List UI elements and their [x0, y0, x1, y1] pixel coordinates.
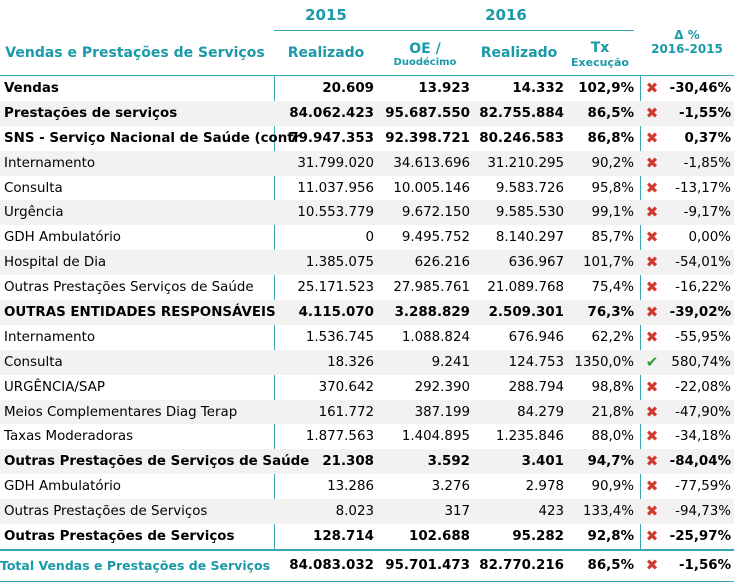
cell-delta: -54,01%	[675, 255, 731, 271]
total-oe: 95.701.473	[385, 558, 470, 574]
cell-oe: 9.495.752	[401, 230, 470, 246]
cell-oe: 9.241	[431, 354, 470, 370]
cell-realizado-2016: 21.089.768	[487, 280, 564, 296]
row-label: Urgência	[4, 205, 64, 221]
col-oe-sublabel: Duodécimo	[393, 56, 457, 68]
cell-status	[641, 474, 663, 499]
total-status	[641, 551, 663, 581]
cell-oe: 34.613.696	[393, 155, 470, 171]
cell-realizado-2015: 25.171.523	[297, 280, 374, 296]
row-label: Taxas Moderadoras	[4, 429, 134, 445]
cell-oe: 13.923	[418, 80, 470, 96]
cell-delta: -34,18%	[675, 429, 731, 445]
cell-realizado-2016: 84.279	[517, 404, 564, 420]
cell-realizado-2016: 9.583.726	[495, 180, 564, 196]
cell-realizado-2016: 676.946	[508, 329, 564, 345]
cell-oe: 95.687.550	[385, 105, 470, 121]
cell-oe: 387.199	[414, 404, 470, 420]
cell-status	[641, 524, 663, 549]
x-icon: ✖	[645, 402, 659, 421]
total-label: Total Vendas e Prestações de Serviços	[0, 558, 271, 574]
cell-realizado-2015: 1.385.075	[305, 255, 374, 271]
col-delta-sublabel: 2016-2015	[651, 42, 723, 56]
table-body	[0, 76, 734, 549]
cell-realizado-2016: 82.755.884	[479, 105, 564, 121]
cell-tx: 88,0%	[591, 429, 634, 445]
cell-oe: 102.688	[409, 528, 470, 544]
x-icon: ✖	[645, 178, 659, 197]
cell-delta: -1,55%	[678, 105, 731, 121]
cell-realizado-2015: 21.308	[322, 454, 374, 470]
cell-realizado-2016: 80.246.583	[479, 130, 564, 146]
cell-oe: 292.390	[414, 379, 470, 395]
cell-tx: 86,8%	[587, 130, 634, 146]
cell-delta: -1,85%	[683, 155, 731, 171]
x-icon: ✖	[645, 427, 659, 446]
cell-realizado-2015: 20.609	[322, 80, 374, 96]
cell-tx: 75,4%	[591, 280, 634, 296]
cell-delta: -55,95%	[675, 329, 731, 345]
x-icon: ✖	[645, 128, 659, 147]
table-row	[0, 176, 734, 201]
cell-realizado-2015: 79.947.353	[289, 130, 374, 146]
cell-status	[641, 101, 663, 126]
cell-status	[641, 176, 663, 201]
cell-delta: -13,17%	[675, 180, 731, 196]
col-tx	[566, 34, 634, 74]
row-label: Meios Complementares Diag Terap	[4, 404, 238, 420]
cell-tx: 101,7%	[582, 255, 634, 271]
table-row	[0, 126, 734, 151]
cell-status	[641, 126, 663, 151]
cell-realizado-2016: 423	[538, 504, 564, 520]
cell-status	[641, 350, 663, 375]
year-2015-header: 2015	[305, 6, 347, 24]
cell-status	[641, 375, 663, 400]
total-delta: -1,56%	[678, 558, 731, 574]
cell-tx: 102,9%	[578, 80, 634, 96]
x-icon: ✖	[645, 278, 659, 297]
x-icon: ✖	[645, 302, 659, 321]
cell-realizado-2015: 161.772	[318, 404, 374, 420]
row-label: Outras Prestações de Serviços de Saúde	[4, 454, 310, 470]
cell-oe: 3.288.829	[394, 304, 470, 320]
cell-status	[641, 424, 663, 449]
table-row	[0, 325, 734, 350]
x-icon: ✖	[645, 103, 659, 122]
x-icon: ✖	[645, 253, 659, 272]
check-icon: ✔	[645, 352, 659, 371]
cell-realizado-2015: 1.536.745	[305, 329, 374, 345]
cell-tx: 21,8%	[591, 404, 634, 420]
col-realizado-2016: Realizado	[480, 45, 558, 61]
cell-realizado-2015: 128.714	[313, 528, 374, 544]
cell-delta: -16,22%	[675, 280, 731, 296]
table-header	[0, 0, 734, 76]
cell-realizado-2015: 10.553.779	[297, 205, 374, 221]
cell-delta: -77,59%	[675, 479, 731, 495]
row-label: GDH Ambulatório	[4, 230, 121, 246]
table-row	[0, 76, 734, 101]
cell-oe: 9.672.150	[401, 205, 470, 221]
cell-status	[641, 300, 663, 325]
cell-realizado-2016: 124.753	[508, 354, 564, 370]
cell-tx: 86,5%	[587, 105, 634, 121]
row-label: URGÊNCIA/SAP	[4, 379, 105, 395]
x-icon: ✖	[645, 78, 659, 97]
table-row	[0, 449, 734, 474]
cell-status	[641, 449, 663, 474]
table-title: Vendas e Prestações de Serviços	[5, 45, 265, 61]
cell-status	[641, 275, 663, 300]
row-label: Consulta	[4, 180, 63, 196]
x-icon: ✖	[645, 203, 659, 222]
cell-realizado-2016: 3.401	[521, 454, 564, 470]
row-label: Internamento	[4, 329, 96, 345]
cell-tx: 92,8%	[587, 528, 634, 544]
cell-realizado-2015: 4.115.070	[298, 304, 374, 320]
cell-tx: 99,1%	[591, 205, 634, 221]
cell-status	[641, 400, 663, 425]
table-row	[0, 375, 734, 400]
cell-tx: 94,7%	[587, 454, 634, 470]
row-label: Vendas	[4, 80, 59, 96]
cell-delta: 0,37%	[684, 130, 731, 146]
cell-delta: -22,08%	[675, 379, 731, 395]
cell-tx: 133,4%	[582, 504, 634, 520]
total-r2016: 82.770.216	[479, 558, 564, 574]
cell-oe: 1.404.895	[401, 429, 470, 445]
cell-realizado-2015: 18.326	[327, 354, 374, 370]
table-row	[0, 101, 734, 126]
cell-status	[641, 325, 663, 350]
cell-status	[641, 250, 663, 275]
total-r2015: 84.083.032	[289, 558, 374, 574]
cell-realizado-2016: 1.235.846	[495, 429, 564, 445]
x-icon: ✖	[645, 477, 659, 496]
col-tx-sublabel: Execução	[571, 55, 629, 69]
cell-tx: 95,8%	[591, 180, 634, 196]
cell-oe: 3.276	[431, 479, 470, 495]
row-label: OUTRAS ENTIDADES RESPONSÁVEIS	[4, 304, 276, 320]
cell-realizado-2015: 11.037.956	[297, 180, 374, 196]
cell-status	[641, 499, 663, 524]
cell-realizado-2016: 95.282	[512, 528, 564, 544]
cell-realizado-2015: 84.062.423	[289, 105, 374, 121]
table-row	[0, 200, 734, 225]
total-tx: 86,5%	[587, 558, 634, 574]
x-icon: ✖	[645, 327, 659, 346]
cell-tx: 76,3%	[587, 304, 634, 320]
cell-realizado-2015: 31.799.020	[297, 155, 374, 171]
x-icon: ✖	[645, 153, 659, 172]
cell-status	[641, 76, 663, 101]
cell-realizado-2015: 370.642	[318, 379, 374, 395]
cell-status	[641, 225, 663, 250]
cell-oe: 10.005.146	[393, 180, 470, 196]
year-2016-header: 2016	[485, 6, 527, 24]
cell-realizado-2016: 14.332	[512, 80, 564, 96]
cell-realizado-2016: 2.509.301	[488, 304, 564, 320]
row-label: Hospital de Dia	[4, 255, 107, 271]
table-row	[0, 250, 734, 275]
cell-realizado-2016: 8.140.297	[495, 230, 564, 246]
cell-realizado-2015: 13.286	[327, 479, 374, 495]
cell-tx: 98,8%	[591, 379, 634, 395]
cell-oe: 626.216	[414, 255, 470, 271]
row-label: Outras Prestações de Serviços	[4, 528, 235, 544]
row-label: GDH Ambulatório	[4, 479, 121, 495]
cell-delta: -84,04%	[669, 454, 731, 470]
table-row	[0, 151, 734, 176]
cell-realizado-2015: 1.877.563	[305, 429, 374, 445]
row-label: Outras Prestações Serviços de Saúde	[4, 280, 254, 296]
col-oe-label: OE /	[409, 40, 441, 57]
row-label: SNS - Serviço Nacional de Saúde (contr	[4, 130, 301, 146]
cell-delta: -47,90%	[675, 404, 731, 420]
row-label: Consulta	[4, 354, 63, 370]
cell-realizado-2015: 0	[365, 230, 374, 246]
x-icon: ✖	[645, 228, 659, 247]
cell-delta: -25,97%	[669, 528, 731, 544]
cell-tx: 90,2%	[591, 155, 634, 171]
cell-oe: 1.088.824	[401, 329, 470, 345]
x-icon: ✖	[645, 452, 659, 471]
total-row	[0, 551, 734, 581]
cell-tx: 62,2%	[591, 329, 634, 345]
cell-oe: 27.985.761	[393, 280, 470, 296]
x-icon: ✖	[645, 556, 659, 575]
col-tx-label: Tx	[590, 39, 610, 56]
x-icon: ✖	[645, 502, 659, 521]
cell-status	[641, 151, 663, 176]
col-oe	[378, 34, 472, 74]
col-realizado-2015: Realizado	[287, 45, 365, 61]
col-delta-label: Δ %	[674, 28, 700, 42]
table-row	[0, 400, 734, 425]
row-label: Outras Prestações de Serviços	[4, 504, 208, 520]
cell-delta: 580,74%	[671, 354, 731, 370]
cell-delta: -9,17%	[683, 205, 731, 221]
table-row	[0, 225, 734, 250]
cell-tx: 85,7%	[591, 230, 634, 246]
cell-realizado-2016: 2.978	[525, 479, 564, 495]
cell-delta: 0,00%	[688, 230, 731, 246]
cell-realizado-2016: 288.794	[508, 379, 564, 395]
table-row	[0, 474, 734, 499]
cell-realizado-2016: 31.210.295	[487, 155, 564, 171]
cell-oe: 317	[444, 504, 470, 520]
cell-delta: -94,73%	[675, 504, 731, 520]
cell-status	[641, 200, 663, 225]
row-label: Internamento	[4, 155, 96, 171]
table-row	[0, 350, 734, 375]
cell-realizado-2016: 9.585.530	[495, 205, 564, 221]
table-row	[0, 499, 734, 524]
table-row	[0, 275, 734, 300]
cell-realizado-2015: 8.023	[335, 504, 374, 520]
x-icon: ✖	[645, 377, 659, 396]
cell-realizado-2016: 636.967	[508, 255, 564, 271]
x-icon: ✖	[645, 526, 659, 545]
cell-delta: -30,46%	[669, 80, 731, 96]
cell-tx: 1350,0%	[574, 354, 634, 370]
cell-oe: 92.398.721	[385, 130, 470, 146]
col-delta	[640, 14, 734, 70]
cell-tx: 90,9%	[591, 479, 634, 495]
cell-oe: 3.592	[427, 454, 470, 470]
row-label: Prestações de serviços	[4, 105, 178, 121]
table-row	[0, 300, 734, 325]
cell-delta: -39,02%	[669, 304, 731, 320]
table-row	[0, 424, 734, 449]
table-row	[0, 524, 734, 549]
